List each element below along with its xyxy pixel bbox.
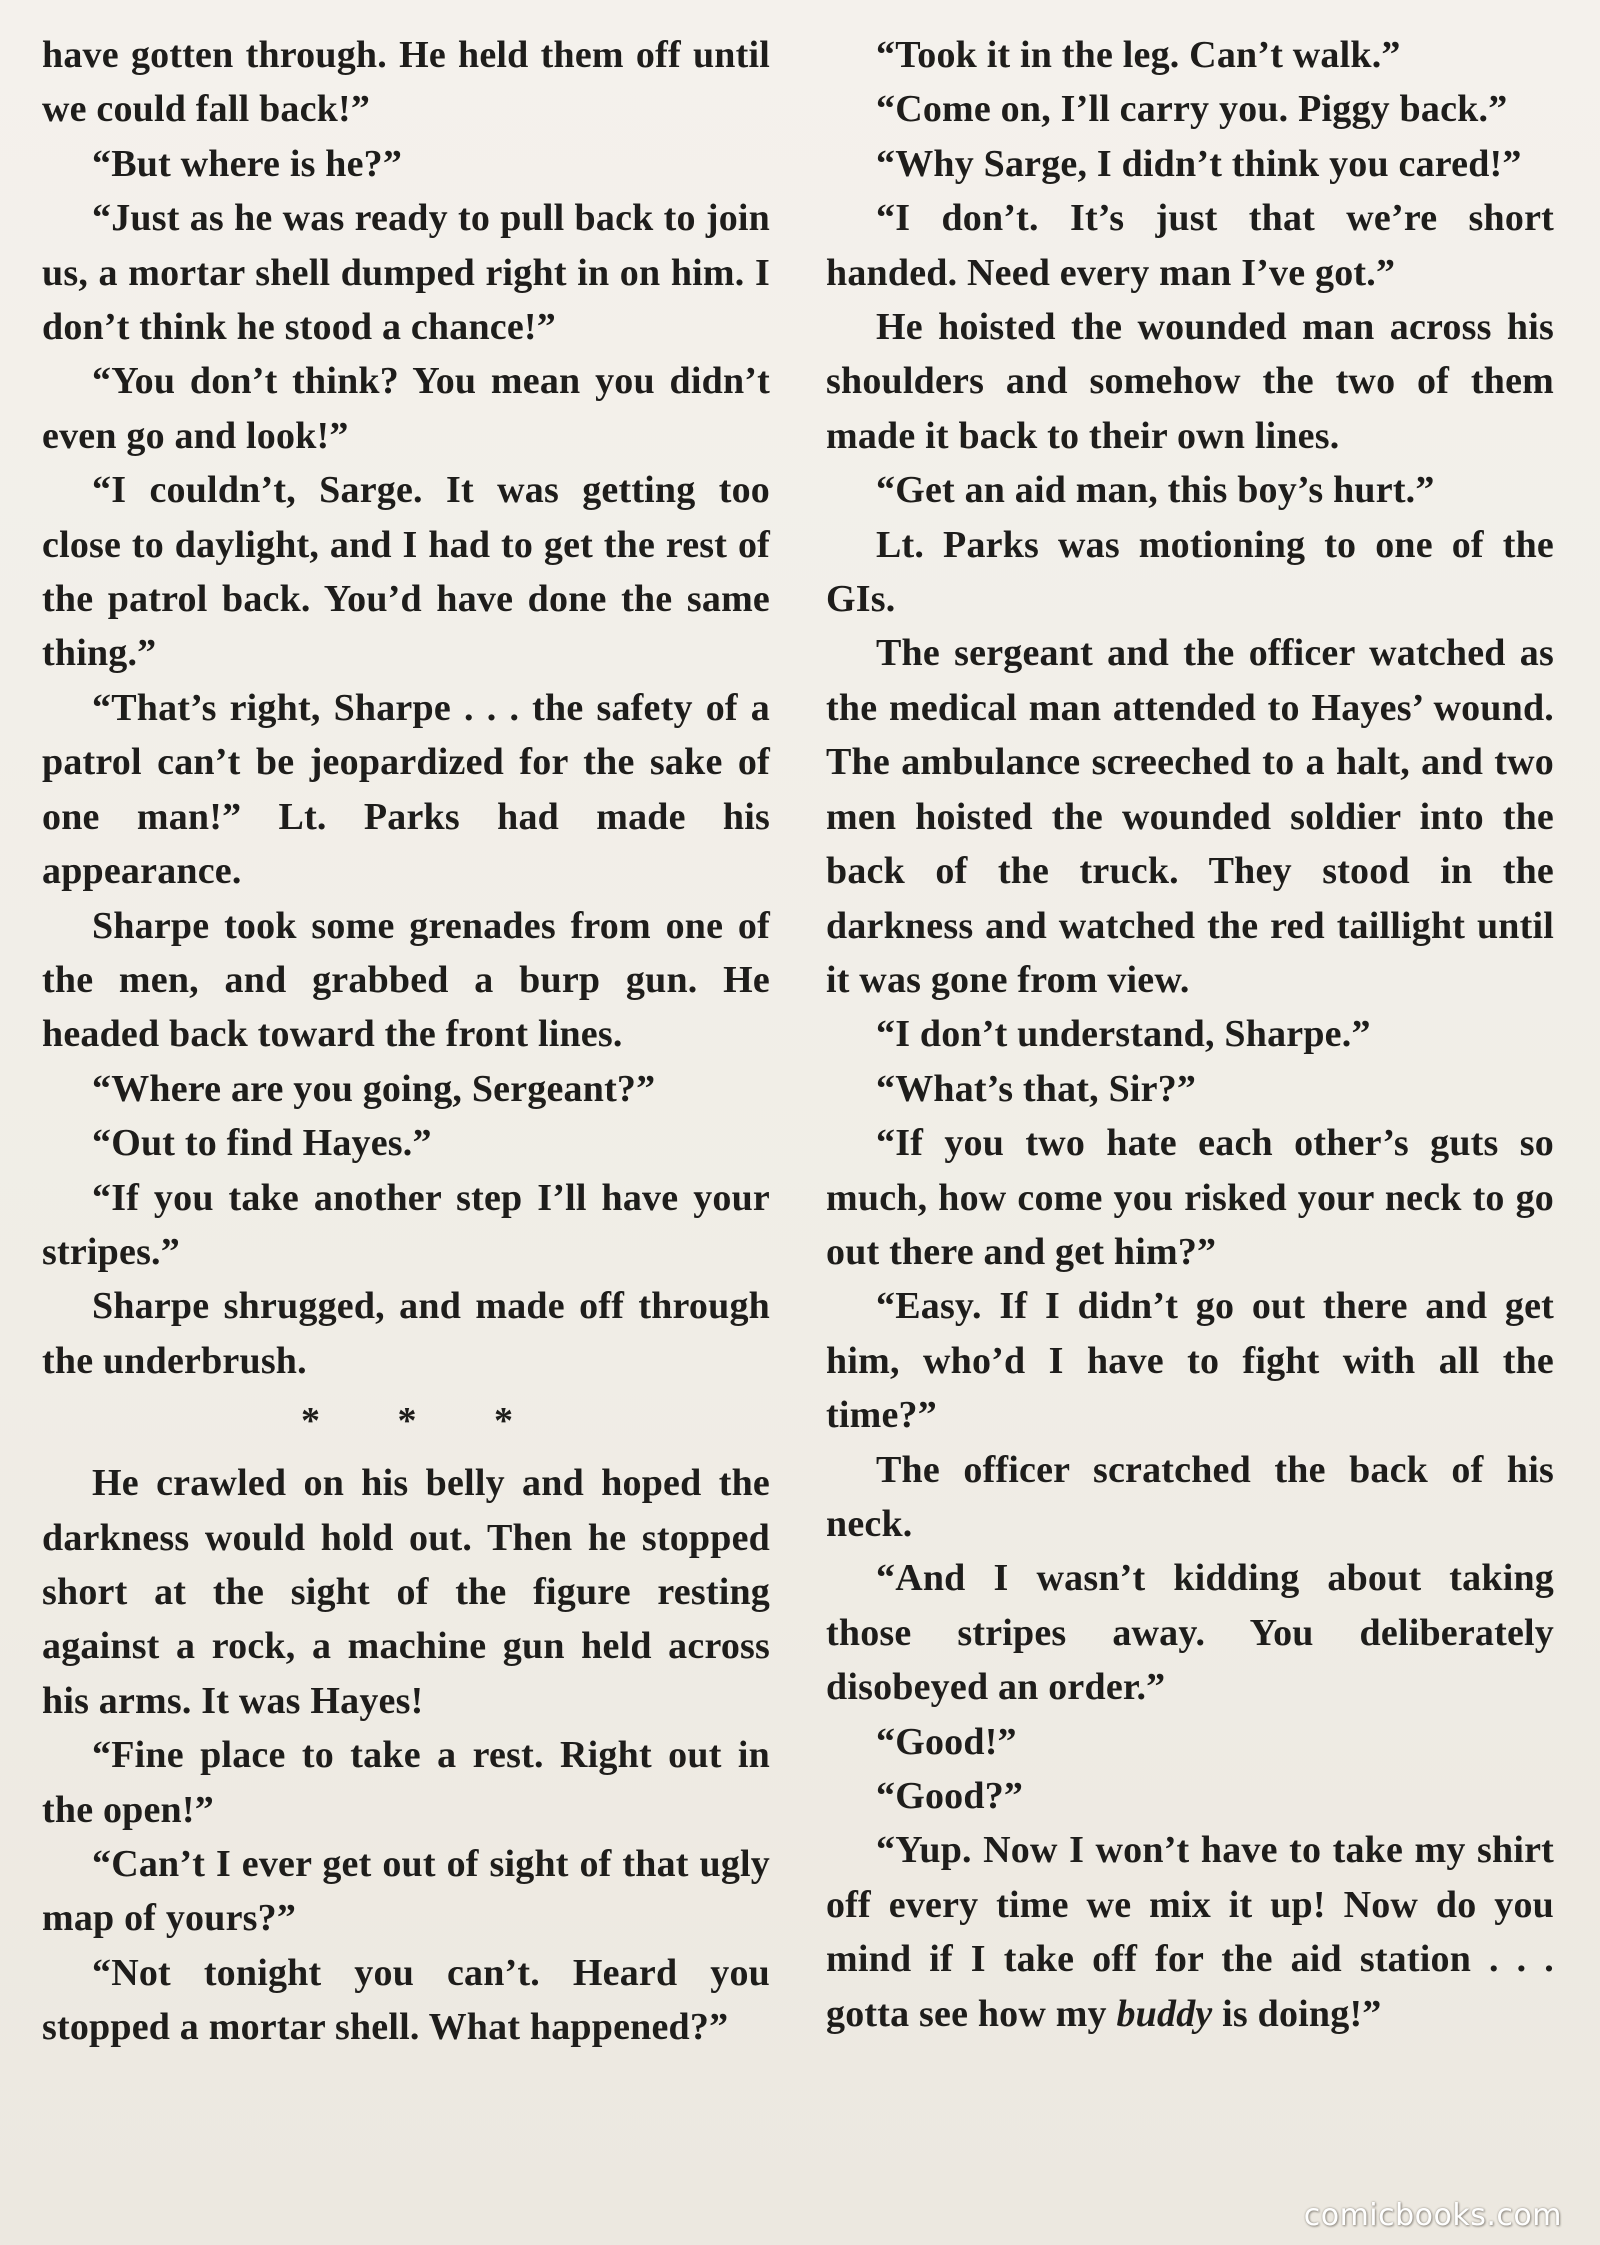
paragraph: “Good!” — [876, 1720, 1017, 1763]
paragraph: have gotten through. He held them off until we could fall back!” — [42, 34, 770, 131]
final-paragraph — [826, 1823, 1554, 2041]
paragraph: “Out to find Hayes.” — [92, 1122, 432, 1165]
paragraph: “If you two hate each other’s guts so much, how come you risked your neck to go out there and get him?” — [826, 1122, 1554, 1273]
paragraph: “I don’t. It’s just that we’re short handed. Need every man I’ve got.” — [826, 197, 1554, 294]
paragraph: “Can’t I ever get out of sight of that ugly map of yours?” — [42, 1843, 770, 1940]
right-text-column — [826, 28, 1554, 2041]
paragraph: “Where are you going, Sergeant?” — [92, 1067, 656, 1110]
paragraph: “Not tonight you can’t. Heard you stopped a mortar shell. What happened?” — [42, 1951, 770, 2049]
paragraph: “Fine place to take a rest. Right out in the open!” — [42, 1734, 770, 1831]
paragraph: “Why Sarge, I didn’t think you cared!” — [876, 142, 1522, 185]
paragraph: The sergeant and the officer watched as the medical man attended to Hayes’ wound. The ambulance screeched to a halt, and two men hoisted the wounded soldier into the back of the truck. They stood in the darkness and watched the red taillight until it was gone from view. — [826, 632, 1554, 1001]
paragraph: “If you take another step I’ll have your stripes.” — [42, 1176, 770, 1273]
paragraph: “You don’t think? You mean you didn’t even go and look!” — [42, 360, 770, 457]
final-paragraph-text-start: “Yup. Now I won’t have to take my shirt off every time we mix it up! Now do you mind if I take off for the aid station . . . gotta see how my — [826, 1829, 1554, 2035]
final-paragraph-text-end: is doing!” — [1212, 1992, 1382, 2035]
paragraph: Lt. Parks was motioning to one of the GIs. — [826, 523, 1554, 621]
paragraph: “But where is he?” — [92, 142, 403, 185]
paragraph: The officer scratched the back of his neck. — [826, 1448, 1554, 1545]
paragraph: “Easy. If I didn’t go out there and get him, who’d I have to fight with all the time?” — [826, 1285, 1554, 1437]
paragraph: “And I wasn’t kidding about taking those stripes away. You deliberately disobeyed an order.” — [826, 1557, 1554, 1709]
paragraph: “What’s that, Sir?” — [876, 1067, 1197, 1110]
paragraph: “That’s right, Sharpe . . . the safety of a patrol can’t be jeopardized for the sake of one man!” Lt. Parks had made his appearance. — [42, 686, 770, 893]
emphasized-word: buddy — [1116, 1992, 1213, 2035]
paragraph: “Just as he was ready to pull back to join us, a mortar shell dumped right in on him. I don’t think he stood a chance!” — [42, 197, 770, 349]
section-separator: * * * — [301, 1400, 547, 1443]
paragraph: Sharpe took some grenades from one of the men, and grabbed a burp gun. He headed back toward the front lines. — [42, 904, 770, 1056]
paragraph: He crawled on his belly and hoped the darkness would hold out. Then he stopped short at the sight of the figure resting against a rock, a machine gun held across his arms. It was Hayes! — [42, 1462, 770, 1722]
paragraph: “Get an aid man, this boy’s hurt.” — [876, 469, 1435, 512]
left-text-column — [42, 28, 770, 2055]
paragraph: “I don’t understand, Sharpe.” — [876, 1013, 1371, 1056]
site-watermark: comicbooks.com — [1303, 2198, 1562, 2233]
paragraph: Sharpe shrugged, and made off through the underbrush. — [42, 1285, 770, 1382]
paragraph: “Good?” — [876, 1775, 1024, 1817]
paragraph: “Come on, I’ll carry you. Piggy back.” — [876, 88, 1508, 131]
paragraph: He hoisted the wounded man across his shoulders and somehow the two of them made it back to their own lines. — [826, 306, 1554, 457]
paragraph: “Took it in the leg. Can’t walk.” — [876, 34, 1401, 76]
paragraph: “I couldn’t, Sarge. It was getting too close to daylight, and I had to get the rest of the patrol back. You’d have done the same thing.” — [42, 469, 770, 675]
